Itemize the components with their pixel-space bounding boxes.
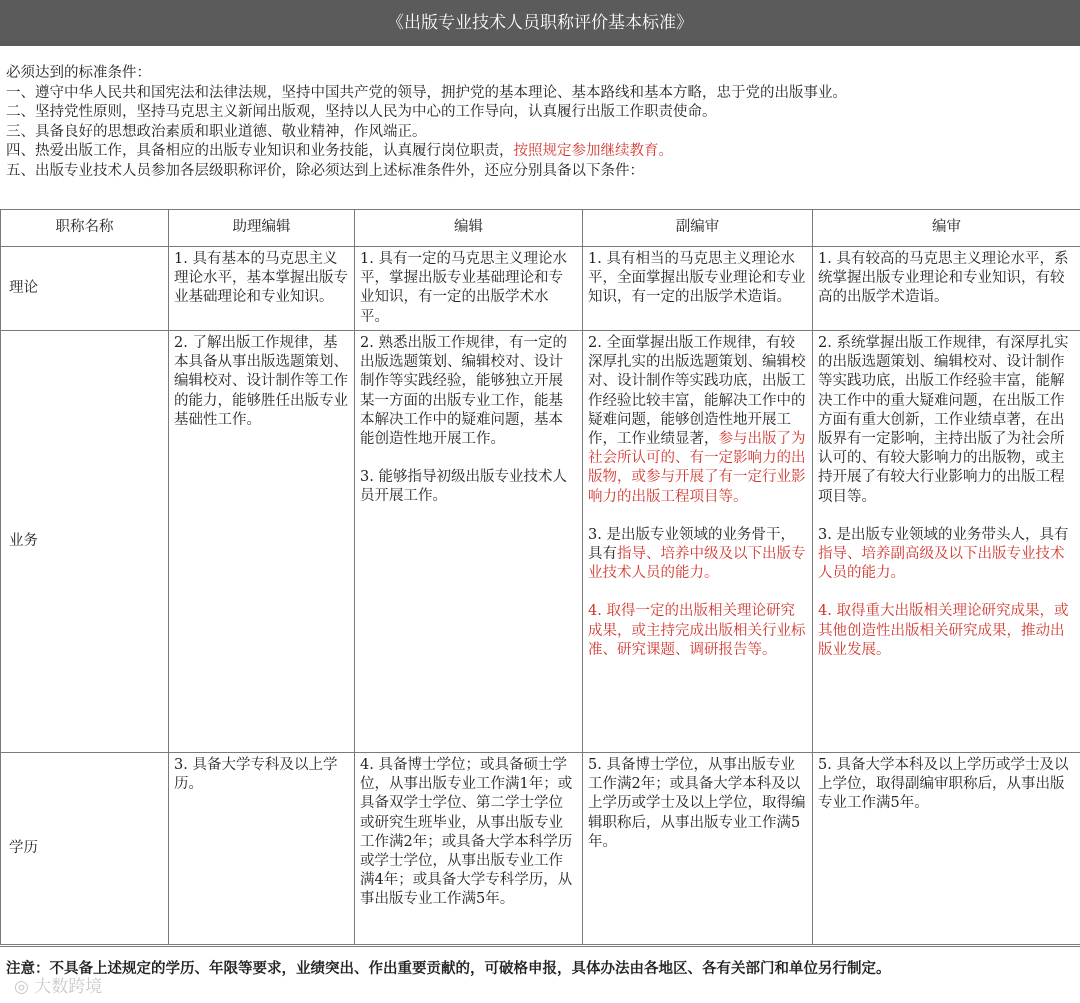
note-divider	[0, 946, 1080, 947]
business-assistant-item-2: 2. 了解出版工作规律，基本具备从事出版选题策划、编辑校对、设计制作等工作的能力，能够胜任出版专业基础性工作。	[174, 335, 348, 428]
cell-education-senior: 5. 具备大学本科及以上学历或学士及以上学位，取得副编审职称后，从事出版专业工作满5年。	[813, 753, 1080, 945]
cell-theory-editor: 1. 具有一定的马克思主义理论水平，掌握出版专业基础理论和专业知识，有一定的出版学术水平。	[355, 247, 583, 331]
business-senior-item-2: 2. 系统掌握出版工作规律，有深厚扎实的出版选题策划、编辑校对、设计制作等实践功底，出版工作经验丰富，能解决工作中的重大疑难问题，在出版工作方面有重大创新，工作业绩卓著，在出版界有一定影响，主持出版了为社会所认可的、有较大影响力的出版物，或主持开展了有较大行业影响力的出版工程项目等。	[818, 335, 1069, 505]
standard-conditions	[6, 64, 1076, 181]
watermark-text: 大数跨境	[34, 977, 103, 997]
table-row-business	[1, 331, 1080, 753]
criteria-table-wrapper	[0, 209, 1080, 945]
cell-business-associate	[583, 331, 813, 753]
cell-theory-associate: 1. 具有相当的马克思主义理论水平，全面掌握出版专业理论和专业知识，有一定的出版学术造诣。	[583, 247, 813, 331]
row-label-education: 学历	[1, 753, 169, 945]
header-assistant-editor: 助理编辑	[169, 210, 355, 247]
condition-item-3: 三、具备良好的思想政治素质和职业道德、敬业精神，作风端正。	[6, 123, 427, 140]
cell-education-associate: 5. 具备博士学位，从事出版专业工作满2年；或具备大学本科及以上学历或学士及以上学位，取得编辑职称后，从事出版专业工作满5年。	[583, 753, 813, 945]
cell-education-assistant: 3. 具备大学专科及以上学历。	[169, 753, 355, 945]
business-senior-item-3-text: 3. 是出版专业领域的业务带头人，具有	[818, 526, 1069, 543]
cell-business-editor	[355, 331, 583, 753]
table-header-row	[1, 210, 1080, 247]
business-editor-item-3: 3. 能够指导初级出版专业技术人员开展工作。	[360, 469, 567, 505]
business-associate-item-2-highlight: 参与出版了为社会所认可的、有一定影响力的出版物，或参与开展了有一定行业影响力的出版工程项目等。	[588, 431, 806, 505]
watermark-logo	[14, 972, 102, 997]
business-senior-item-4: 4. 取得重大出版相关理论研究成果，或其他创造性出版相关研究成果，推动出版业发展。	[818, 603, 1069, 658]
condition-item-2: 二、坚持党性原则，坚持马克思主义新闻出版观，坚持以人民为中心的工作导向，认真履行出版工作职责使命。	[6, 104, 717, 120]
condition-item-4	[6, 142, 1076, 162]
condition-item-1: 一、遵守中华人民共和国宪法和法律法规，坚持中国共产党的领导，拥护党的基本理论、基本路线和基本方略，忠于党的出版事业。	[6, 84, 847, 101]
table-row-education	[1, 753, 1080, 945]
condition-item-4-highlight: 按照规定参加继续教育。	[513, 143, 673, 159]
watermark-icon: ◎	[14, 977, 29, 997]
business-associate-item-3-text: 3. 是出版专业领域的业务骨干，具有	[588, 526, 795, 563]
cell-theory-assistant: 1. 具有基本的马克思主义理论水平，基本掌握出版专业基础理论和专业知识。	[169, 247, 355, 331]
criteria-table	[0, 209, 1080, 945]
business-associate-item-4: 4. 取得一定的出版相关理论研究成果，或主持完成出版相关行业标准、研究课题、调研报告等。	[588, 603, 806, 658]
header-associate-senior-editor: 副编审	[583, 210, 813, 247]
conditions-heading: 必须达到的标准条件：	[6, 65, 151, 81]
business-senior-item-3-highlight: 指导、培养副高级及以下出版专业技术人员的能力。	[818, 546, 1065, 582]
note-text: 注意：不具备上述规定的学历、年限等要求，业绩突出、作出重要贡献的，可破格申报，具体办法由各地区、各有关部门和单位另行制定。	[6, 960, 891, 977]
business-editor-item-2: 2. 熟悉出版工作规律，有一定的出版选题策划、编辑校对、设计制作等实践经验，能够独立开展某一方面的出版专业工作，能基本解决工作中的疑难问题，基本能创造性地开展工作。	[360, 335, 567, 448]
cell-business-senior	[813, 331, 1080, 753]
row-label-business: 业务	[1, 331, 169, 753]
business-associate-item-2-text: 2. 全面掌握出版工作规律，有较深厚扎实的出版选题策划、编辑校对、设计制作等实践功底，出版工作经验比较丰富，能解决工作中的疑难问题，能够创造性地开展工作，工作业绩显著，	[588, 335, 806, 448]
condition-item-4-text: 四、热爱出版工作，具备相应的出版专业知识和业务技能，认真履行岗位职责，	[6, 143, 514, 159]
condition-item-5: 五、出版专业技术人员参加各层级职称评价，除必须达到上述标准条件外，还应分别具备以下条件：	[6, 162, 644, 179]
business-associate-item-3	[588, 526, 807, 584]
business-senior-item-3	[818, 526, 1075, 584]
header-senior-editor: 编审	[813, 210, 1080, 247]
cell-education-editor: 4. 具备博士学位；或具备硕士学位，从事出版专业工作满1年；或具备双学士学位、第二学士学位或研究生班毕业，从事出版专业工作满2年；或具备大学本科学历或学士学位，从事出版专业工作满4年；或具备大学专科学历，从事出版专业工作满5年。	[355, 753, 583, 945]
table-row-theory	[1, 247, 1080, 331]
business-associate-item-3-highlight: 指导、培养中级及以下出版专业技术人员的能力。	[588, 546, 806, 582]
business-associate-item-2	[588, 334, 807, 507]
cell-business-assistant	[169, 331, 355, 753]
header-title-name: 职称名称	[1, 210, 169, 247]
page-title: 《出版专业技术人员职称评价基本标准》	[0, 0, 1080, 46]
header-editor: 编辑	[355, 210, 583, 247]
row-label-theory: 理论	[1, 247, 169, 331]
cell-theory-senior: 1. 具有较高的马克思主义理论水平，系统掌握出版专业理论和专业知识，有较高的出版学术造诣。	[813, 247, 1080, 331]
